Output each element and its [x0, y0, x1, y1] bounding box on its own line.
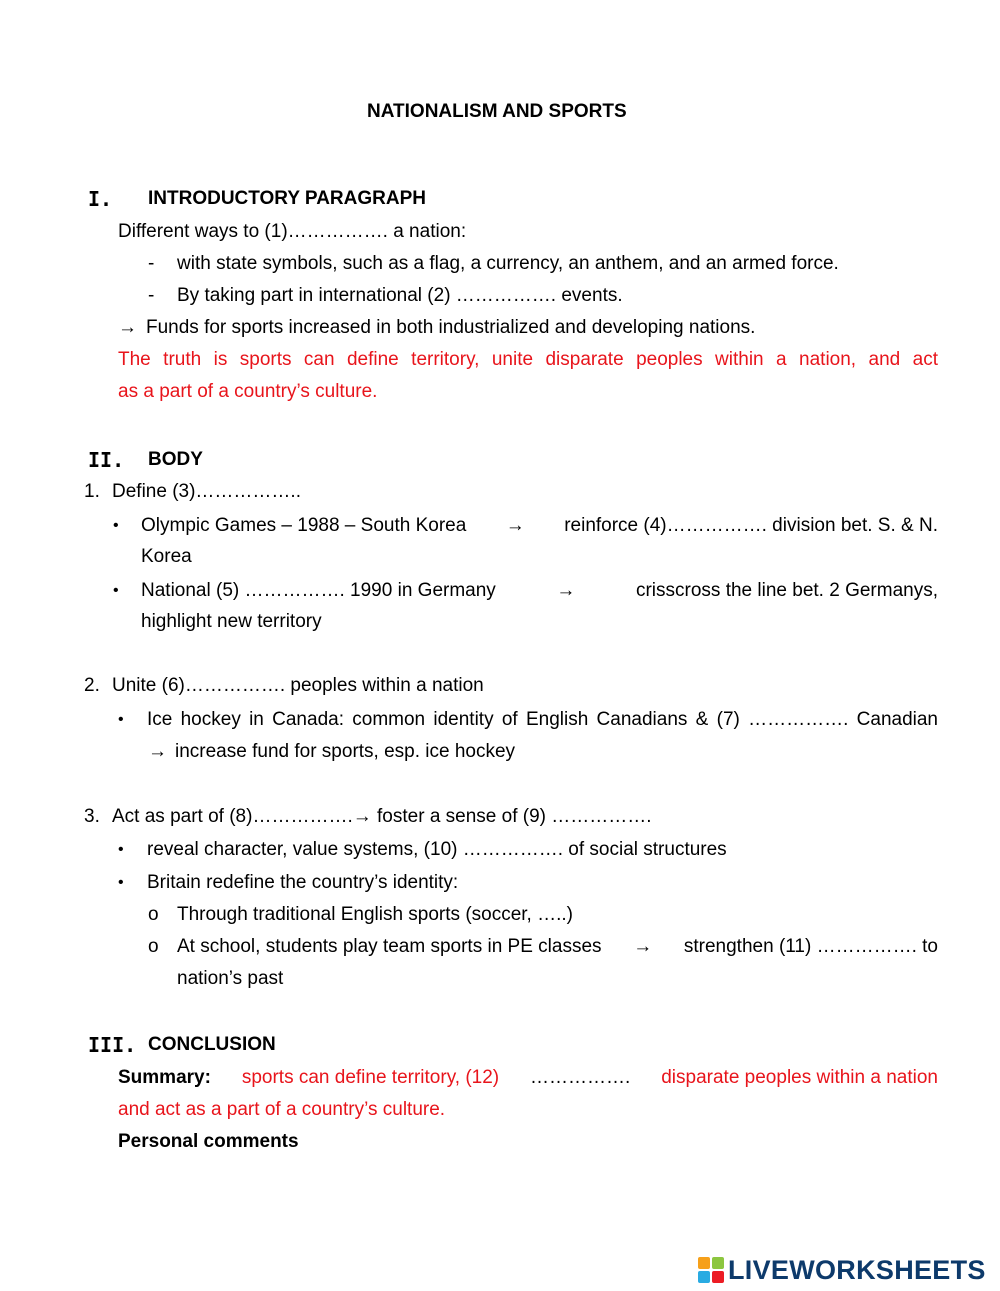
- arrow-icon: →: [148, 741, 167, 762]
- arrow-icon: →: [556, 580, 576, 601]
- sub-bullet-line: [177, 935, 938, 959]
- sub-bullet-text: nation’s past: [177, 968, 284, 989]
- summary-line: [118, 1066, 938, 1090]
- section-heading: CONCLUSION: [148, 1034, 276, 1055]
- logo-square: [712, 1257, 724, 1269]
- summary-text: sports can define territory, (12): [241, 1067, 500, 1088]
- bullet-text: Britain redefine the country’s identity:: [147, 872, 459, 893]
- logo-mark-icon: [698, 1257, 724, 1283]
- bullet-text: highlight new territory: [141, 611, 322, 632]
- bullet-text: increase fund for sports, esp. ice hockey: [175, 741, 516, 762]
- thesis-line: The truth is sports can define territory, unite disparate peoples within a nation, and act: [118, 349, 938, 370]
- arrow-icon: →: [633, 936, 653, 957]
- sub-bullet-text: Through traditional English sports (soccer, …..): [177, 904, 574, 925]
- bullet-text: reinforce (4)……………. division bet. S. & N.: [564, 515, 938, 536]
- bullet-icon: •: [113, 517, 119, 534]
- sub-bullet-text: At school, students play team sports in PE classes: [177, 936, 602, 957]
- sub-bullet-text: strengthen (11) ……………. to: [683, 936, 938, 957]
- logo-square: [698, 1271, 710, 1283]
- dash-marker: -: [148, 253, 155, 274]
- section-heading: BODY: [148, 449, 203, 470]
- summary-text: disparate peoples within a nation: [661, 1067, 938, 1088]
- personal-comments: Personal comments: [118, 1131, 299, 1152]
- dash-marker: -: [148, 285, 155, 306]
- list-number: 2.: [84, 675, 100, 696]
- page-title: NATIONALISM AND SPORTS: [367, 101, 627, 122]
- list-number: 1.: [84, 481, 100, 502]
- bullet-icon: •: [118, 841, 124, 858]
- bullet-icon: •: [113, 582, 119, 599]
- bullet-text: crisscross the line bet. 2 Germanys,: [635, 580, 938, 601]
- section-heading: INTRODUCTORY PARAGRAPH: [148, 188, 426, 209]
- summary-text: and act as a part of a country’s culture.: [118, 1099, 446, 1120]
- intro-dash-item: with state symbols, such as a flag, a currency, an anthem, and an armed force.: [177, 253, 839, 274]
- arrow-icon: →: [118, 317, 137, 338]
- circle-bullet-icon: o: [148, 936, 159, 957]
- arrow-icon: →: [352, 806, 372, 827]
- bullet-icon: •: [118, 711, 124, 728]
- bullet-text: Olympic Games – 1988 – South Korea: [141, 515, 467, 536]
- bullet-icon: •: [118, 874, 124, 891]
- body-point-text: Act as part of (8)…………….: [112, 806, 353, 827]
- summary-label: Summary:: [118, 1067, 211, 1088]
- section-numeral: II.: [88, 448, 125, 472]
- body-point: Define (3)……………..: [112, 481, 301, 502]
- bullet-text: Korea: [141, 546, 192, 567]
- intro-line: Different ways to (1)……………. a nation:: [118, 221, 467, 242]
- intro-funds: Funds for sports increased in both industrialized and developing nations.: [146, 317, 756, 338]
- liveworksheets-logo: [698, 1255, 986, 1285]
- list-number: 3.: [84, 806, 100, 827]
- logo-text: LIVEWORKSHEETS: [728, 1254, 986, 1285]
- summary-blank: …………….: [530, 1067, 631, 1088]
- bullet-line: [141, 514, 938, 538]
- section-numeral: III.: [88, 1033, 137, 1057]
- bullet-text: Ice hockey in Canada: common identity of English Canadians & (7) ……………. Canadian: [147, 709, 938, 730]
- logo-square: [712, 1271, 724, 1283]
- intro-dash-item: By taking part in international (2) ……………. events.: [177, 285, 623, 306]
- logo-square: [698, 1257, 710, 1269]
- body-point: [112, 805, 652, 829]
- bullet-text: National (5) ……………. 1990 in Germany: [141, 580, 496, 601]
- body-point: Unite (6)……………. peoples within a nation: [112, 675, 484, 696]
- thesis-line: as a part of a country’s culture.: [118, 381, 378, 402]
- body-point-text: foster a sense of (9) …………….: [377, 806, 652, 827]
- bullet-text: reveal character, value systems, (10) ……………. of social structures: [147, 839, 727, 860]
- section-numeral: I.: [88, 187, 113, 211]
- circle-bullet-icon: o: [148, 904, 159, 925]
- bullet-line: [141, 579, 938, 603]
- arrow-icon: →: [505, 515, 525, 536]
